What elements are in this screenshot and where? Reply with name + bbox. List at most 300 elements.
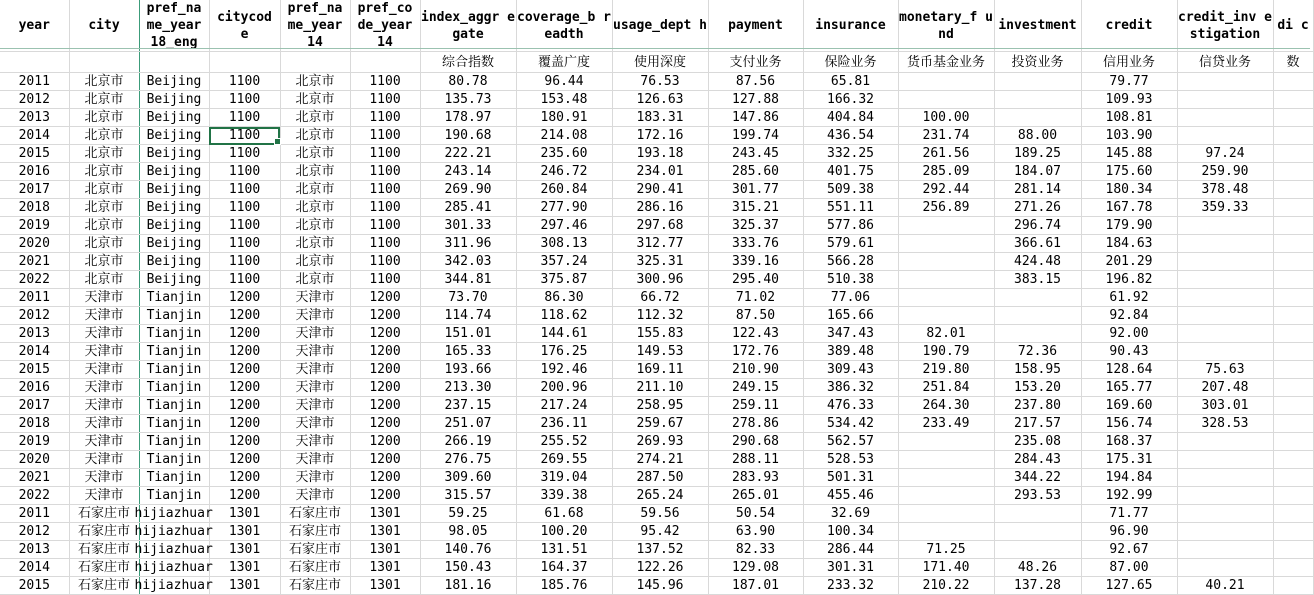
- cell-payment[interactable]: 71.02: [708, 289, 803, 307]
- cell-coverage-breadth[interactable]: 260.84: [516, 181, 612, 199]
- cell-credit-investigation[interactable]: [1177, 469, 1273, 487]
- cell-credit-investigation[interactable]: 97.24: [1177, 145, 1273, 163]
- cell-credit[interactable]: 108.81: [1081, 109, 1177, 127]
- cell-index-aggregate[interactable]: 269.90: [420, 181, 516, 199]
- cell-pref-name-year18-eng[interactable]: Tianjin: [139, 289, 209, 307]
- cell-credit-investigation[interactable]: 328.53: [1177, 415, 1273, 433]
- cell-credit-investigation[interactable]: [1177, 307, 1273, 325]
- cell-payment[interactable]: 147.86: [708, 109, 803, 127]
- cell-insurance[interactable]: 534.42: [803, 415, 898, 433]
- cell-pref-name-year18-eng[interactable]: Tianjin: [139, 379, 209, 397]
- cell-pref-name-year18-eng[interactable]: Beijing: [139, 163, 209, 181]
- cell-index-aggregate[interactable]: 342.03: [420, 253, 516, 271]
- cell-insurance[interactable]: 347.43: [803, 325, 898, 343]
- cell-pref-code-year14[interactable]: 1100: [350, 253, 420, 271]
- cell-index-aggregate[interactable]: 315.57: [420, 487, 516, 505]
- cell-payment[interactable]: 199.74: [708, 127, 803, 145]
- cell-usage-depth[interactable]: 66.72: [612, 289, 708, 307]
- cell-pref-code-year14[interactable]: 1100: [350, 73, 420, 91]
- cell-monetary-fund[interactable]: [898, 73, 994, 91]
- cell-payment[interactable]: 265.01: [708, 487, 803, 505]
- cell-insurance[interactable]: 551.11: [803, 199, 898, 217]
- cell-insurance[interactable]: 436.54: [803, 127, 898, 145]
- cell-di[interactable]: [1273, 523, 1313, 541]
- cell-year[interactable]: 2011: [0, 505, 69, 523]
- cell-pref-name-year14[interactable]: 石家庄市: [280, 541, 350, 559]
- cell-citycode[interactable]: 1200: [209, 487, 280, 505]
- cell-usage-depth[interactable]: 122.26: [612, 559, 708, 577]
- cell-year[interactable]: 2013: [0, 325, 69, 343]
- cell-investment[interactable]: 235.08: [994, 433, 1081, 451]
- label-cell-credit-investigation[interactable]: 信贷业务: [1177, 52, 1273, 73]
- cell-pref-code-year14[interactable]: 1301: [350, 505, 420, 523]
- cell-monetary-fund[interactable]: [898, 307, 994, 325]
- cell-investment[interactable]: 189.25: [994, 145, 1081, 163]
- cell-pref-name-year14[interactable]: 石家庄市: [280, 577, 350, 595]
- selected-cell[interactable]: 1100: [209, 127, 280, 145]
- cell-index-aggregate[interactable]: 114.74: [420, 307, 516, 325]
- cell-city[interactable]: 北京市: [69, 73, 139, 91]
- cell-pref-name-year18-eng[interactable]: Tianjin: [139, 415, 209, 433]
- cell-credit[interactable]: 92.84: [1081, 307, 1177, 325]
- cell-usage-depth[interactable]: 76.53: [612, 73, 708, 91]
- cell-coverage-breadth[interactable]: 297.46: [516, 217, 612, 235]
- cell-payment[interactable]: 187.01: [708, 577, 803, 595]
- cell-index-aggregate[interactable]: 181.16: [420, 577, 516, 595]
- cell-monetary-fund[interactable]: [898, 289, 994, 307]
- cell-index-aggregate[interactable]: 193.66: [420, 361, 516, 379]
- cell-index-aggregate[interactable]: 80.78: [420, 73, 516, 91]
- cell-citycode[interactable]: 1100: [209, 91, 280, 109]
- cell-insurance[interactable]: 455.46: [803, 487, 898, 505]
- cell-credit[interactable]: 96.90: [1081, 523, 1177, 541]
- cell-pref-name-year18-eng[interactable]: Beijing: [139, 253, 209, 271]
- cell-pref-name-year18-eng[interactable]: Tianjin: [139, 487, 209, 505]
- cell-pref-name-year14[interactable]: 天津市: [280, 343, 350, 361]
- cell-investment[interactable]: 184.07: [994, 163, 1081, 181]
- cell-insurance[interactable]: 386.32: [803, 379, 898, 397]
- cell-credit-investigation[interactable]: [1177, 559, 1273, 577]
- cell-insurance[interactable]: 579.61: [803, 235, 898, 253]
- cell-usage-depth[interactable]: 149.53: [612, 343, 708, 361]
- cell-investment[interactable]: 271.26: [994, 199, 1081, 217]
- cell-usage-depth[interactable]: 287.50: [612, 469, 708, 487]
- header-cell-pref-name-year14[interactable]: pref_na me_year 14: [280, 0, 350, 52]
- cell-pref-name-year14[interactable]: 天津市: [280, 397, 350, 415]
- cell-monetary-fund[interactable]: 231.74: [898, 127, 994, 145]
- cell-credit[interactable]: 87.00: [1081, 559, 1177, 577]
- cell-year[interactable]: 2014: [0, 559, 69, 577]
- cell-usage-depth[interactable]: 211.10: [612, 379, 708, 397]
- cell-pref-name-year18-eng[interactable]: hijiazhuar: [134, 506, 213, 521]
- cell-di[interactable]: [1273, 199, 1313, 217]
- cell-credit-investigation[interactable]: 303.01: [1177, 397, 1273, 415]
- cell-insurance[interactable]: 166.32: [803, 91, 898, 109]
- cell-usage-depth[interactable]: 290.41: [612, 181, 708, 199]
- cell-monetary-fund[interactable]: 210.22: [898, 577, 994, 595]
- cell-pref-name-year14[interactable]: 北京市: [280, 145, 350, 163]
- cell-monetary-fund[interactable]: 264.30: [898, 397, 994, 415]
- cell-insurance[interactable]: 389.48: [803, 343, 898, 361]
- cell-di[interactable]: [1273, 397, 1313, 415]
- cell-credit[interactable]: 71.77: [1081, 505, 1177, 523]
- cell-insurance[interactable]: 286.44: [803, 541, 898, 559]
- cell-di[interactable]: [1273, 361, 1313, 379]
- cell-monetary-fund[interactable]: [898, 523, 994, 541]
- label-cell-insurance[interactable]: 保险业务: [803, 52, 898, 73]
- cell-investment[interactable]: 344.22: [994, 469, 1081, 487]
- cell-pref-name-year18-eng[interactable]: hijiazhuar: [134, 578, 213, 593]
- cell-investment[interactable]: 217.57: [994, 415, 1081, 433]
- cell-pref-name-year14[interactable]: 天津市: [280, 325, 350, 343]
- cell-di[interactable]: [1273, 181, 1313, 199]
- cell-index-aggregate[interactable]: 251.07: [420, 415, 516, 433]
- cell-credit[interactable]: 90.43: [1081, 343, 1177, 361]
- cell-investment[interactable]: 48.26: [994, 559, 1081, 577]
- cell-di[interactable]: [1273, 487, 1313, 505]
- cell-pref-name-year14[interactable]: 天津市: [280, 289, 350, 307]
- cell-index-aggregate[interactable]: 140.76: [420, 541, 516, 559]
- cell-year[interactable]: 2013: [0, 541, 69, 559]
- cell-payment[interactable]: 325.37: [708, 217, 803, 235]
- cell-usage-depth[interactable]: 193.18: [612, 145, 708, 163]
- label-cell-payment[interactable]: 支付业务: [708, 52, 803, 73]
- cell-di[interactable]: [1273, 289, 1313, 307]
- cell-monetary-fund[interactable]: [898, 271, 994, 289]
- cell-investment[interactable]: [994, 325, 1081, 343]
- cell-coverage-breadth[interactable]: 118.62: [516, 307, 612, 325]
- cell-year[interactable]: 2021: [0, 253, 69, 271]
- cell-credit-investigation[interactable]: [1177, 523, 1273, 541]
- cell-credit-investigation[interactable]: [1177, 91, 1273, 109]
- cell-pref-name-year14[interactable]: 北京市: [280, 199, 350, 217]
- cell-citycode[interactable]: 1200: [209, 451, 280, 469]
- cell-investment[interactable]: [994, 541, 1081, 559]
- cell-city[interactable]: 天津市: [69, 343, 139, 361]
- cell-pref-code-year14[interactable]: 1200: [350, 307, 420, 325]
- cell-usage-depth[interactable]: 325.31: [612, 253, 708, 271]
- label-cell-usage-depth[interactable]: 使用深度: [612, 52, 708, 73]
- cell-usage-depth[interactable]: 300.96: [612, 271, 708, 289]
- cell-di[interactable]: [1273, 433, 1313, 451]
- cell-index-aggregate[interactable]: 190.68: [420, 127, 516, 145]
- cell-usage-depth[interactable]: 265.24: [612, 487, 708, 505]
- cell-monetary-fund[interactable]: 171.40: [898, 559, 994, 577]
- cell-citycode[interactable]: 1200: [209, 307, 280, 325]
- cell-investment[interactable]: 88.00: [994, 127, 1081, 145]
- header-cell-usage-depth[interactable]: usage_dept h: [612, 0, 708, 52]
- cell-credit[interactable]: 167.78: [1081, 199, 1177, 217]
- label-cell-di[interactable]: 数: [1273, 52, 1313, 73]
- cell-usage-depth[interactable]: 95.42: [612, 523, 708, 541]
- cell-monetary-fund[interactable]: [898, 217, 994, 235]
- cell-payment[interactable]: 301.77: [708, 181, 803, 199]
- header-cell-coverage-breadth[interactable]: coverage_b readth: [516, 0, 612, 52]
- cell-credit[interactable]: 180.34: [1081, 181, 1177, 199]
- cell-usage-depth[interactable]: 172.16: [612, 127, 708, 145]
- cell-year[interactable]: 2015: [0, 361, 69, 379]
- cell-coverage-breadth[interactable]: 86.30: [516, 289, 612, 307]
- cell-usage-depth[interactable]: 274.21: [612, 451, 708, 469]
- cell-insurance[interactable]: 401.75: [803, 163, 898, 181]
- cell-city[interactable]: 天津市: [69, 379, 139, 397]
- cell-insurance[interactable]: 77.06: [803, 289, 898, 307]
- cell-city[interactable]: 石家庄市: [69, 541, 139, 559]
- header-cell-insurance[interactable]: insurance: [803, 0, 898, 52]
- cell-credit-investigation[interactable]: 359.33: [1177, 199, 1273, 217]
- cell-credit-investigation[interactable]: 259.90: [1177, 163, 1273, 181]
- cell-credit[interactable]: 156.74: [1081, 415, 1177, 433]
- cell-coverage-breadth[interactable]: 357.24: [516, 253, 612, 271]
- label-cell-credit[interactable]: 信用业务: [1081, 52, 1177, 73]
- cell-pref-code-year14[interactable]: 1200: [350, 415, 420, 433]
- cell-citycode[interactable]: 1100: [209, 235, 280, 253]
- cell-credit[interactable]: 128.64: [1081, 361, 1177, 379]
- cell-city[interactable]: 天津市: [69, 415, 139, 433]
- label-cell-pref-name-year18-eng[interactable]: [139, 52, 209, 73]
- cell-citycode[interactable]: 1100: [209, 253, 280, 271]
- cell-credit[interactable]: 192.99: [1081, 487, 1177, 505]
- cell-insurance[interactable]: 100.34: [803, 523, 898, 541]
- cell-pref-name-year14[interactable]: 北京市: [280, 73, 350, 91]
- cell-pref-name-year14[interactable]: 北京市: [280, 127, 350, 145]
- cell-credit-investigation[interactable]: 40.21: [1177, 577, 1273, 595]
- cell-coverage-breadth[interactable]: 192.46: [516, 361, 612, 379]
- cell-coverage-breadth[interactable]: 131.51: [516, 541, 612, 559]
- cell-insurance[interactable]: 309.43: [803, 361, 898, 379]
- cell-insurance[interactable]: 32.69: [803, 505, 898, 523]
- cell-pref-code-year14[interactable]: 1200: [350, 325, 420, 343]
- cell-monetary-fund[interactable]: 71.25: [898, 541, 994, 559]
- cell-year[interactable]: 2016: [0, 163, 69, 181]
- cell-year[interactable]: 2021: [0, 469, 69, 487]
- cell-pref-name-year18-eng[interactable]: Beijing: [139, 271, 209, 289]
- cell-pref-name-year18-eng[interactable]: Beijing: [139, 145, 209, 163]
- cell-city[interactable]: 北京市: [69, 145, 139, 163]
- cell-payment[interactable]: 50.54: [708, 505, 803, 523]
- cell-payment[interactable]: 127.88: [708, 91, 803, 109]
- cell-pref-code-year14[interactable]: 1100: [350, 235, 420, 253]
- cell-index-aggregate[interactable]: 178.97: [420, 109, 516, 127]
- cell-year[interactable]: 2011: [0, 289, 69, 307]
- cell-citycode[interactable]: 1200: [209, 433, 280, 451]
- cell-coverage-breadth[interactable]: 308.13: [516, 235, 612, 253]
- cell-usage-depth[interactable]: 112.32: [612, 307, 708, 325]
- cell-credit[interactable]: 179.90: [1081, 217, 1177, 235]
- cell-investment[interactable]: 137.28: [994, 577, 1081, 595]
- cell-city[interactable]: 北京市: [69, 109, 139, 127]
- header-cell-pref-name-year18-eng[interactable]: pref_na me_year 18_eng: [139, 0, 209, 52]
- cell-di[interactable]: [1273, 127, 1313, 145]
- cell-payment[interactable]: 285.60: [708, 163, 803, 181]
- cell-insurance[interactable]: 404.84: [803, 109, 898, 127]
- cell-credit[interactable]: 184.63: [1081, 235, 1177, 253]
- cell-investment[interactable]: [994, 109, 1081, 127]
- cell-monetary-fund[interactable]: 190.79: [898, 343, 994, 361]
- cell-year[interactable]: 2022: [0, 487, 69, 505]
- cell-credit-investigation[interactable]: [1177, 289, 1273, 307]
- cell-year[interactable]: 2022: [0, 271, 69, 289]
- cell-pref-name-year18-eng[interactable]: hijiazhuar: [134, 524, 213, 539]
- cell-year[interactable]: 2014: [0, 127, 69, 145]
- cell-monetary-fund[interactable]: 233.49: [898, 415, 994, 433]
- cell-credit-investigation[interactable]: [1177, 235, 1273, 253]
- cell-investment[interactable]: [994, 91, 1081, 109]
- cell-credit[interactable]: 109.93: [1081, 91, 1177, 109]
- cell-pref-name-year14[interactable]: 北京市: [280, 181, 350, 199]
- cell-payment[interactable]: 339.16: [708, 253, 803, 271]
- cell-citycode[interactable]: 1200: [209, 469, 280, 487]
- cell-year[interactable]: 2015: [0, 145, 69, 163]
- cell-monetary-fund[interactable]: [898, 433, 994, 451]
- cell-monetary-fund[interactable]: 292.44: [898, 181, 994, 199]
- cell-coverage-breadth[interactable]: 144.61: [516, 325, 612, 343]
- cell-citycode[interactable]: 1200: [209, 289, 280, 307]
- cell-di[interactable]: [1273, 343, 1313, 361]
- cell-credit[interactable]: 145.88: [1081, 145, 1177, 163]
- cell-usage-depth[interactable]: 59.56: [612, 505, 708, 523]
- cell-pref-name-year14[interactable]: 北京市: [280, 91, 350, 109]
- cell-di[interactable]: [1273, 109, 1313, 127]
- cell-pref-name-year18-eng[interactable]: hijiazhuar: [134, 542, 213, 557]
- cell-monetary-fund[interactable]: [898, 451, 994, 469]
- cell-usage-depth[interactable]: 183.31: [612, 109, 708, 127]
- cell-credit-investigation[interactable]: 378.48: [1177, 181, 1273, 199]
- cell-city[interactable]: 北京市: [69, 235, 139, 253]
- label-cell-pref-name-year14[interactable]: [280, 52, 350, 73]
- cell-citycode[interactable]: 1301: [209, 505, 280, 523]
- cell-city[interactable]: 天津市: [69, 487, 139, 505]
- cell-citycode[interactable]: 1301: [209, 559, 280, 577]
- cell-citycode[interactable]: 1100: [209, 163, 280, 181]
- cell-year[interactable]: 2015: [0, 577, 69, 595]
- cell-pref-name-year14[interactable]: 石家庄市: [280, 523, 350, 541]
- label-cell-citycode[interactable]: [209, 52, 280, 73]
- cell-credit-investigation[interactable]: [1177, 109, 1273, 127]
- cell-monetary-fund[interactable]: 100.00: [898, 109, 994, 127]
- cell-coverage-breadth[interactable]: 164.37: [516, 559, 612, 577]
- cell-payment[interactable]: 295.40: [708, 271, 803, 289]
- header-cell-credit[interactable]: credit: [1081, 0, 1177, 52]
- cell-payment[interactable]: 122.43: [708, 325, 803, 343]
- cell-city[interactable]: 北京市: [69, 253, 139, 271]
- cell-payment[interactable]: 283.93: [708, 469, 803, 487]
- cell-pref-code-year14[interactable]: 1200: [350, 433, 420, 451]
- cell-coverage-breadth[interactable]: 61.68: [516, 505, 612, 523]
- cell-city[interactable]: 天津市: [69, 469, 139, 487]
- cell-pref-name-year18-eng[interactable]: Tianjin: [139, 469, 209, 487]
- cell-pref-name-year18-eng[interactable]: Tianjin: [139, 325, 209, 343]
- cell-citycode[interactable]: 1200: [209, 361, 280, 379]
- cell-coverage-breadth[interactable]: 375.87: [516, 271, 612, 289]
- cell-credit-investigation[interactable]: [1177, 541, 1273, 559]
- cell-citycode[interactable]: 1100: [209, 271, 280, 289]
- cell-payment[interactable]: 315.21: [708, 199, 803, 217]
- cell-insurance[interactable]: 562.57: [803, 433, 898, 451]
- cell-citycode[interactable]: 1100: [209, 217, 280, 235]
- cell-pref-code-year14[interactable]: 1301: [350, 523, 420, 541]
- cell-credit[interactable]: 79.77: [1081, 73, 1177, 91]
- cell-credit[interactable]: 92.67: [1081, 541, 1177, 559]
- cell-index-aggregate[interactable]: 344.81: [420, 271, 516, 289]
- cell-payment[interactable]: 82.33: [708, 541, 803, 559]
- cell-year[interactable]: 2017: [0, 181, 69, 199]
- cell-index-aggregate[interactable]: 237.15: [420, 397, 516, 415]
- header-cell-citycode[interactable]: citycod e: [209, 0, 280, 52]
- cell-investment[interactable]: [994, 307, 1081, 325]
- cell-coverage-breadth[interactable]: 339.38: [516, 487, 612, 505]
- header-cell-city[interactable]: city: [69, 0, 139, 52]
- cell-usage-depth[interactable]: 312.77: [612, 235, 708, 253]
- cell-citycode[interactable]: 1100: [209, 181, 280, 199]
- cell-insurance[interactable]: 165.66: [803, 307, 898, 325]
- cell-di[interactable]: [1273, 253, 1313, 271]
- cell-pref-code-year14[interactable]: 1100: [350, 217, 420, 235]
- cell-usage-depth[interactable]: 269.93: [612, 433, 708, 451]
- cell-insurance[interactable]: 510.38: [803, 271, 898, 289]
- cell-payment[interactable]: 63.90: [708, 523, 803, 541]
- cell-pref-name-year14[interactable]: 北京市: [280, 109, 350, 127]
- cell-city[interactable]: 天津市: [69, 361, 139, 379]
- cell-pref-code-year14[interactable]: 1200: [350, 361, 420, 379]
- cell-monetary-fund[interactable]: 256.89: [898, 199, 994, 217]
- cell-payment[interactable]: 249.15: [708, 379, 803, 397]
- cell-index-aggregate[interactable]: 301.33: [420, 217, 516, 235]
- header-cell-di[interactable]: di c: [1273, 0, 1313, 52]
- label-cell-monetary-fund[interactable]: 货币基金业务: [898, 52, 994, 73]
- cell-insurance[interactable]: 332.25: [803, 145, 898, 163]
- cell-coverage-breadth[interactable]: 185.76: [516, 577, 612, 595]
- header-cell-monetary-fund[interactable]: monetary_f und: [898, 0, 994, 52]
- cell-index-aggregate[interactable]: 243.14: [420, 163, 516, 181]
- cell-di[interactable]: [1273, 145, 1313, 163]
- cell-credit[interactable]: 168.37: [1081, 433, 1177, 451]
- cell-insurance[interactable]: 528.53: [803, 451, 898, 469]
- cell-year[interactable]: 2014: [0, 343, 69, 361]
- cell-coverage-breadth[interactable]: 100.20: [516, 523, 612, 541]
- cell-city[interactable]: 北京市: [69, 127, 139, 145]
- cell-pref-code-year14[interactable]: 1200: [350, 379, 420, 397]
- cell-usage-depth[interactable]: 126.63: [612, 91, 708, 109]
- cell-index-aggregate[interactable]: 135.73: [420, 91, 516, 109]
- cell-credit[interactable]: 127.65: [1081, 577, 1177, 595]
- label-cell-year[interactable]: [0, 52, 69, 73]
- cell-monetary-fund[interactable]: [898, 487, 994, 505]
- cell-index-aggregate[interactable]: 165.33: [420, 343, 516, 361]
- cell-city[interactable]: 北京市: [69, 271, 139, 289]
- cell-credit[interactable]: 165.77: [1081, 379, 1177, 397]
- cell-pref-name-year14[interactable]: 北京市: [280, 163, 350, 181]
- cell-pref-name-year18-eng[interactable]: Beijing: [139, 73, 209, 91]
- cell-usage-depth[interactable]: 258.95: [612, 397, 708, 415]
- cell-pref-name-year14[interactable]: 天津市: [280, 361, 350, 379]
- cell-monetary-fund[interactable]: [898, 91, 994, 109]
- cell-credit-investigation[interactable]: [1177, 505, 1273, 523]
- cell-payment[interactable]: 259.11: [708, 397, 803, 415]
- cell-year[interactable]: 2012: [0, 523, 69, 541]
- cell-payment[interactable]: 129.08: [708, 559, 803, 577]
- cell-di[interactable]: [1273, 559, 1313, 577]
- cell-pref-name-year14[interactable]: 天津市: [280, 487, 350, 505]
- cell-index-aggregate[interactable]: 98.05: [420, 523, 516, 541]
- cell-citycode[interactable]: 1200: [209, 343, 280, 361]
- cell-citycode[interactable]: 1301: [209, 577, 280, 595]
- cell-year[interactable]: 2020: [0, 451, 69, 469]
- header-cell-investment[interactable]: investment: [994, 0, 1081, 52]
- cell-monetary-fund[interactable]: 82.01: [898, 325, 994, 343]
- cell-year[interactable]: 2011: [0, 73, 69, 91]
- cell-investment[interactable]: 383.15: [994, 271, 1081, 289]
